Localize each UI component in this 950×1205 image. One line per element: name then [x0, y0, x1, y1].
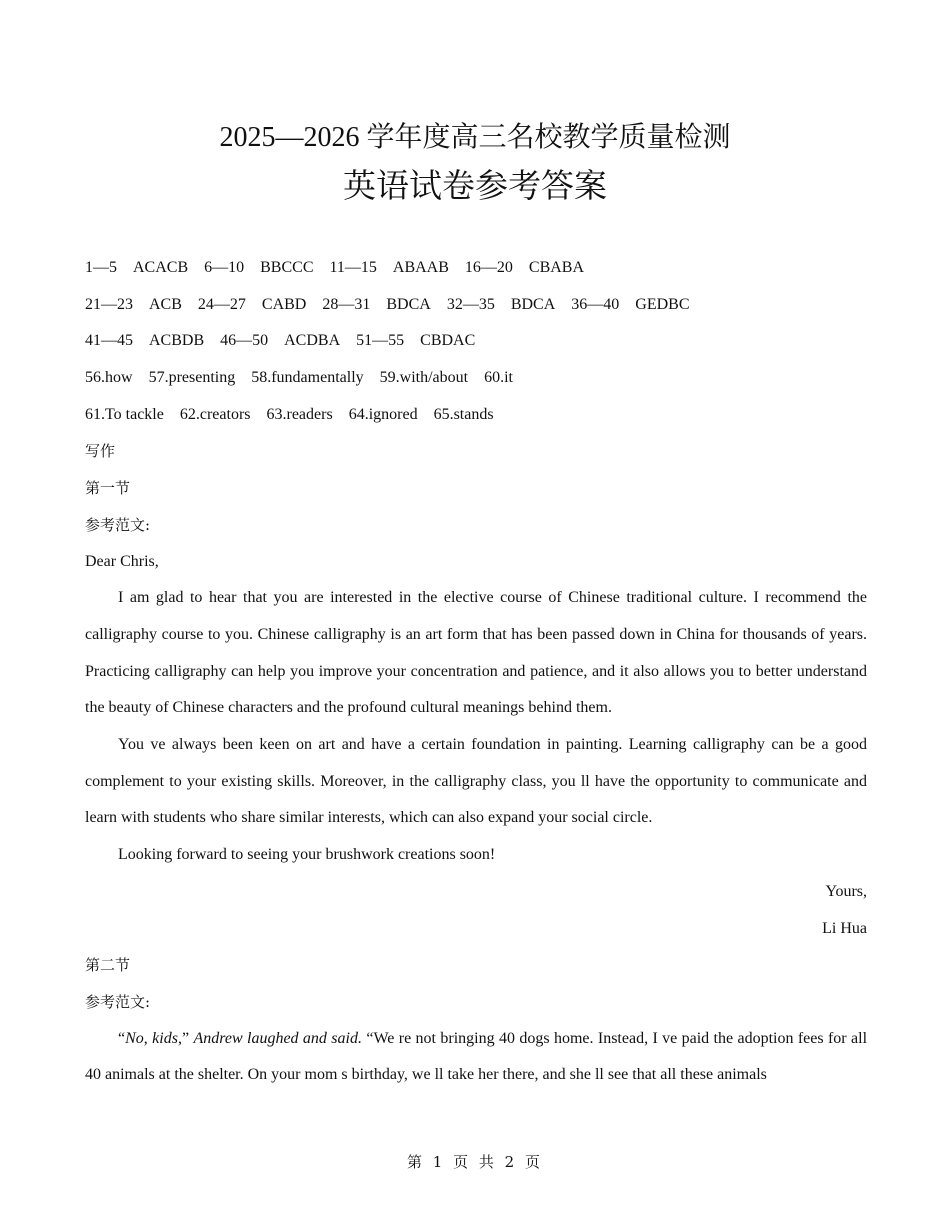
- answer-letters: CBDAC: [420, 332, 476, 350]
- answer-range: 46—50: [220, 332, 269, 350]
- prompt-separator: ,: [143, 1029, 153, 1047]
- answer-letters: CABD: [261, 295, 307, 313]
- answer-range: 51—55: [356, 332, 405, 350]
- section-2-label: 第二节: [85, 956, 131, 975]
- answer-letters: ACDBA: [284, 332, 341, 350]
- answer-word: 61.To tackle: [85, 405, 164, 423]
- answer-letters: ACACB: [133, 259, 189, 276]
- writing-heading: 写作: [85, 442, 116, 461]
- section-1-label: 第一节: [85, 479, 131, 498]
- answer-row-4: [85, 360, 867, 397]
- answer-letters: CBABA: [528, 259, 585, 276]
- answer-range: 28—31: [322, 295, 371, 313]
- answer-range: 6—10: [204, 259, 245, 276]
- answer-letters: GEDBC: [635, 295, 690, 313]
- page-number-footer: 第 1 页 共 2 页: [407, 1153, 543, 1171]
- letter-signature: Li Hua: [822, 919, 867, 937]
- answer-word: 60.it: [484, 369, 513, 387]
- answer-content: [85, 250, 867, 1094]
- answer-key-title: 英语试卷参考答案: [343, 169, 607, 205]
- story-paragraph: [85, 1021, 867, 1094]
- answer-range: 21—23: [85, 295, 133, 313]
- prompt-italic-no: No: [125, 1029, 144, 1047]
- answer-word: 63.readers: [266, 405, 333, 423]
- answer-letters: BDCA: [386, 295, 431, 313]
- answer-word: 59.with/about: [379, 369, 469, 387]
- answer-word: 56.how: [85, 369, 133, 387]
- prompt-italic-said: Andrew laughed and said.: [193, 1029, 362, 1047]
- answer-range: 24—27: [197, 295, 246, 313]
- sample-essay-label-2: 参考范文:: [85, 992, 151, 1011]
- answer-letters: ABAAB: [392, 259, 449, 276]
- answer-range: 11—15: [329, 259, 377, 276]
- answer-word: 58.fundamentally: [251, 369, 364, 387]
- answer-word: 57.presenting: [148, 369, 236, 387]
- answer-word: 65.stands: [433, 405, 494, 423]
- letter-paragraph-3: Looking forward to seeing your brushwork creations soon!: [118, 846, 496, 864]
- letter-paragraph-1: I am glad to hear that you are interested in the elective course of Chinese traditional culture. I recommend the calligraphy course to you. Chinese calligraphy is an art form that has been passed down in China for thousands of years. Practicing calligraphy can help you improve your concentration and patience, and it also allows you to better understand the beauty of Chinese characters and the profound cultural meanings behind them.: [85, 589, 867, 717]
- answer-letters: ACB: [149, 295, 182, 313]
- quote-open: “: [118, 1029, 126, 1047]
- answer-letters: ACBDB: [149, 332, 205, 350]
- prompt-quote-close: ,”: [177, 1029, 194, 1047]
- answer-word: 64.ignored: [348, 405, 418, 423]
- answer-letters: BDCA: [510, 295, 556, 313]
- answer-range: 41—45: [85, 332, 133, 350]
- sample-essay-label: 参考范文:: [85, 515, 151, 534]
- answer-row-5: [85, 397, 867, 434]
- answer-row-2: [85, 287, 867, 324]
- letter-greeting: Dear Chris,: [85, 552, 159, 570]
- answer-row-1: [85, 250, 867, 287]
- answer-letters: BBCCC: [260, 259, 314, 276]
- answer-range: 36—40: [571, 295, 620, 313]
- exam-title: 2025—2026 学年度高三名校教学质量检测: [219, 122, 731, 153]
- prompt-italic-kids: kids: [152, 1029, 178, 1047]
- answer-range: 16—20: [464, 259, 513, 276]
- answer-word: 62.creators: [179, 405, 251, 423]
- answer-range: 1—5: [85, 259, 117, 276]
- answer-row-3: [85, 323, 867, 360]
- answer-range: 32—35: [446, 295, 495, 313]
- story-text: “We re not bringing 40 dogs home. Instead, I ve paid the adoption fees for all 40 animals at the shelter. On your mom s birthday, we ll take her there, and she ll see that all these animals: [85, 1029, 868, 1084]
- letter-closing: Yours,: [825, 882, 867, 900]
- letter-paragraph-2: You ve always been keen on art and have a certain foundation in painting. Learning calligraphy can be a good complement to your existing skills. Moreover, in the calligraphy class, you ll have the opportunity to communicate and learn with students who share similar interests, which can also expand your social circle.: [85, 736, 867, 827]
